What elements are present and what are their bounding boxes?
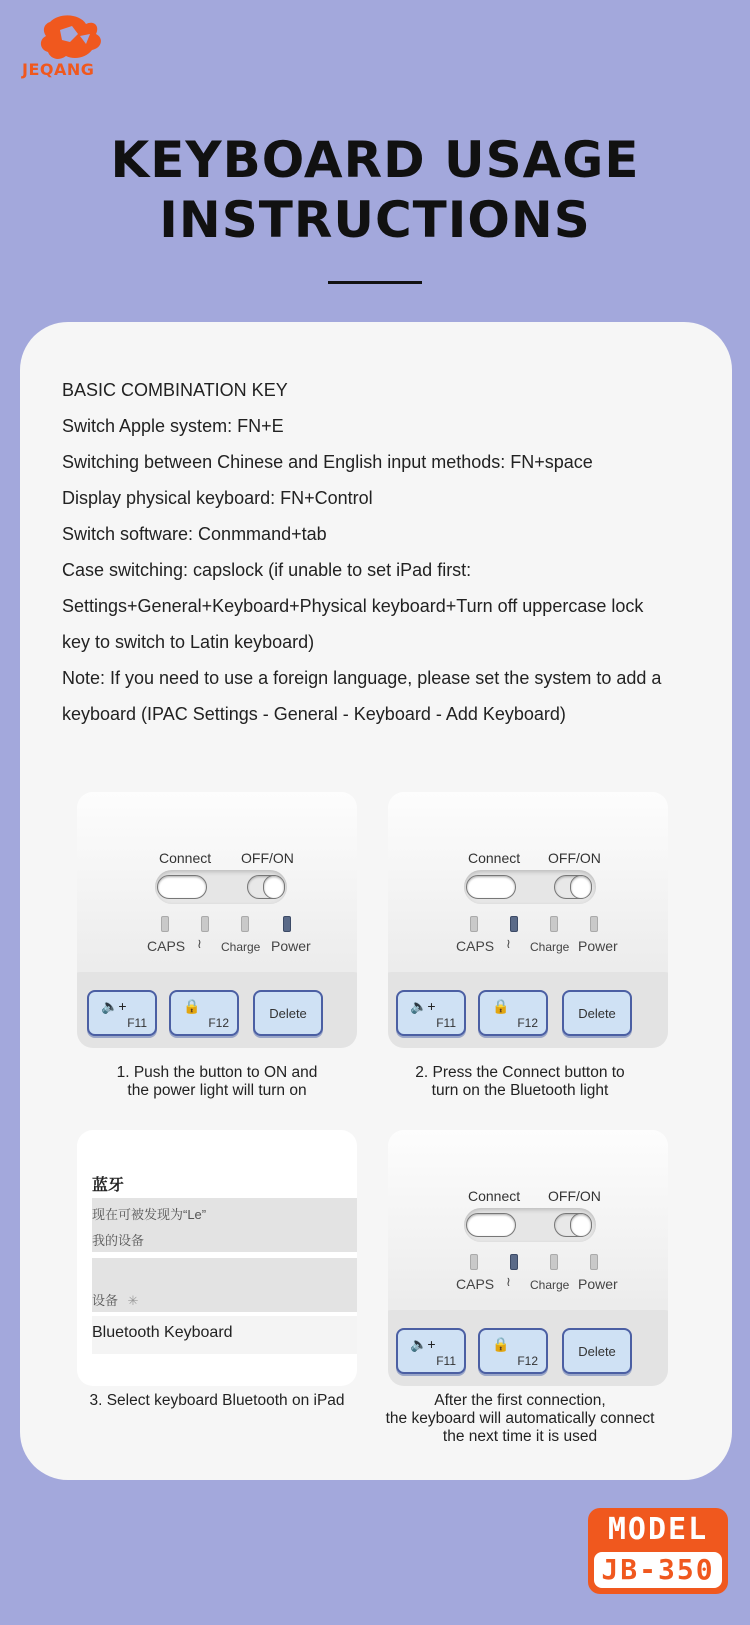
offon-label: OFF/ON (241, 850, 294, 866)
lock-icon: 🔒 (183, 998, 201, 1014)
title-divider (328, 281, 422, 284)
instruction-line: key to switch to Latin keyboard) (62, 632, 315, 652)
power-label: Power (578, 1276, 618, 1292)
bluetooth-led (201, 916, 209, 932)
f12-key: 🔒 F12 (169, 990, 239, 1036)
bluetooth-led (510, 916, 518, 932)
instruction-line: Settings+General+Keyboard+Physical keyboard+Turn off uppercase lock (62, 596, 644, 616)
step4-caption: After the first connection, the keyboard will automatically connect the next time it is used (385, 1392, 655, 1445)
page-title: KEYBOARD USAGE INSTRUCTIONS (110, 131, 640, 249)
loading-spinner-icon: ✳ (127, 1293, 139, 1308)
delete-key: Delete (562, 990, 632, 1036)
power-label: Power (578, 938, 618, 954)
f11-key: 🔈+ F11 (396, 1328, 466, 1374)
f12-key: 🔒 F12 (478, 1328, 548, 1374)
connect-label: Connect (468, 850, 521, 866)
wifi-icon: ≀ (506, 1274, 511, 1289)
caps-label: CAPS (456, 938, 495, 954)
bluetooth-settings-panel (77, 1130, 357, 1386)
volume-icon: 🔈+ (410, 1336, 436, 1352)
bluetooth-title: 蓝牙 (92, 1177, 125, 1194)
lock-icon: 🔒 (492, 1336, 510, 1352)
offon-label: OFF/ON (548, 1188, 601, 1204)
power-led (590, 1254, 598, 1270)
connect-label: Connect (468, 1188, 521, 1204)
brand-name: JEQANG (22, 60, 95, 79)
delete-key: Delete (253, 990, 323, 1036)
model-number: JB-350 (594, 1552, 722, 1588)
step1-caption: 1. Push the button to ON and the power light will turn on (116, 1064, 318, 1099)
delete-key: Delete (562, 1328, 632, 1374)
wifi-icon: ≀ (506, 936, 511, 951)
volume-icon: 🔈+ (101, 998, 127, 1014)
instruction-line: keyboard (IPAC Settings - General - Keyboard - Add Keyboard) (62, 704, 566, 724)
charge-label: Charge (530, 940, 570, 954)
wifi-icon: ≀ (197, 936, 202, 951)
connect-label: Connect (159, 850, 212, 866)
step2-caption: 2. Press the Connect button to turn on the Bluetooth light (415, 1064, 625, 1099)
devices-label: 设备 ✳ (92, 1293, 139, 1308)
caps-led (470, 916, 478, 932)
bluetooth-led (510, 1254, 518, 1270)
instruction-line: Display physical keyboard: FN+Control (62, 488, 373, 508)
f11-key: 🔈+ F11 (396, 990, 466, 1036)
instruction-line: Switching between Chinese and English input methods: FN+space (62, 452, 593, 472)
power-label: Power (271, 938, 311, 954)
connect-button (466, 1213, 516, 1237)
instruction-line: Note: If you need to use a foreign language, please set the system to add a (62, 668, 662, 688)
step3-caption: 3. Select keyboard Bluetooth on iPad (89, 1392, 345, 1409)
caps-led (470, 1254, 478, 1270)
keyboard-panel-step1 (77, 792, 357, 1048)
charge-label: Charge (530, 1278, 570, 1292)
caps-label: CAPS (456, 1276, 495, 1292)
power-led (590, 916, 598, 932)
connect-button (466, 875, 516, 899)
power-led (283, 916, 291, 932)
model-badge (588, 1508, 728, 1594)
connect-button (157, 875, 207, 899)
bluetooth-keyboard-item[interactable]: Bluetooth Keyboard (92, 1324, 233, 1341)
instruction-line: Switch Apple system: FN+E (62, 416, 284, 436)
caps-led (161, 916, 169, 932)
my-devices-label: 我的设备 (92, 1233, 145, 1248)
caps-label: CAPS (147, 938, 186, 954)
instruction-line: Switch software: Conmmand+tab (62, 524, 327, 544)
lock-icon: 🔒 (492, 998, 510, 1014)
charge-led (550, 1254, 558, 1270)
instruction-line: BASIC COMBINATION KEY (62, 380, 288, 400)
charge-led (241, 916, 249, 932)
instruction-line: Case switching: capslock (if unable to set iPad first: (62, 560, 472, 580)
f11-key: 🔈+ F11 (87, 990, 157, 1036)
keyboard-panel-step4 (388, 1130, 668, 1386)
volume-icon: 🔈+ (410, 998, 436, 1014)
model-label: MODEL (607, 1512, 709, 1547)
charge-led (550, 916, 558, 932)
f12-key: 🔒 F12 (478, 990, 548, 1036)
charge-label: Charge (221, 940, 261, 954)
keyboard-panel-step2 (388, 792, 668, 1048)
offon-label: OFF/ON (548, 850, 601, 866)
discoverable-text: 现在可被发现为“Le” (92, 1207, 207, 1222)
instruction-list (62, 372, 712, 732)
